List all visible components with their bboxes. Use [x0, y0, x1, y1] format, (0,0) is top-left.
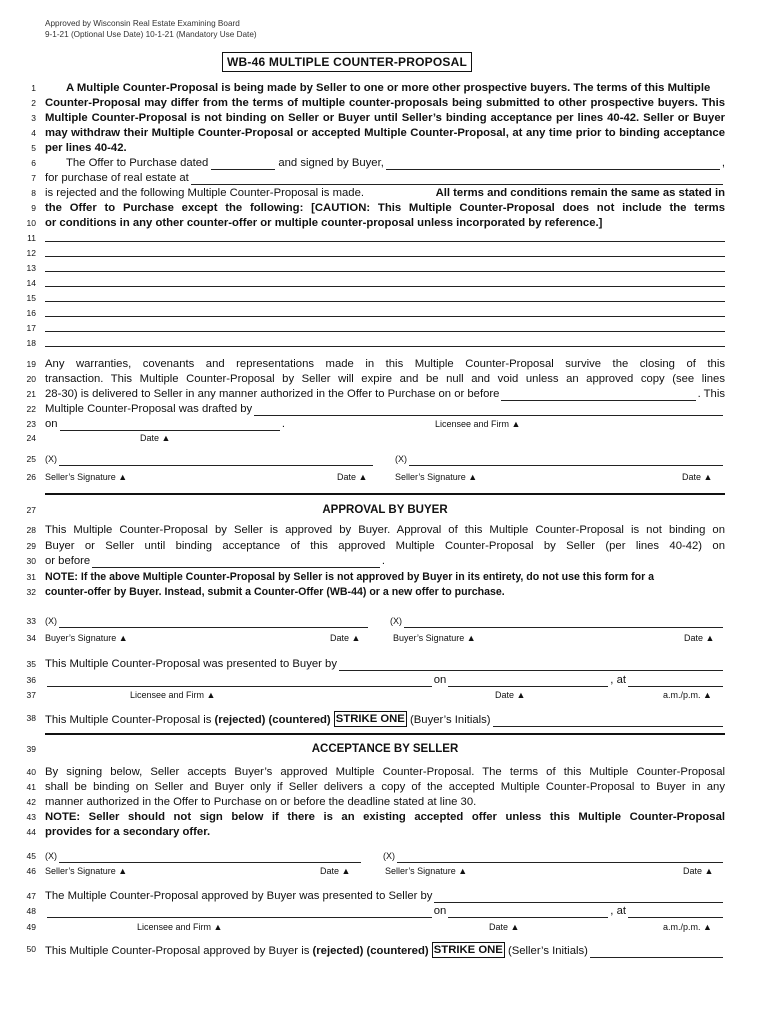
line-13	[0, 261, 770, 275]
presented-to-seller-label: The Multiple Counter-Proposal approved by Buyer was presented to Seller by	[45, 890, 433, 902]
line-number: 6	[31, 158, 36, 168]
expiration-text: transaction. This Multiple Counter-Proposal by Seller will expire and be null and void unless an approved copy (see lines	[45, 373, 725, 385]
offer-dated-label: The Offer to Purchase dated	[66, 157, 209, 169]
line-38	[0, 711, 770, 725]
line-40	[0, 765, 770, 779]
line-43	[0, 810, 770, 824]
line-number: 12	[26, 248, 36, 258]
section-divider	[45, 493, 725, 495]
line-41	[0, 780, 770, 794]
rejected-text: is rejected and the following Multiple Counter-Proposal is made.	[45, 187, 364, 199]
date-caption: Date ▲	[495, 690, 526, 700]
line-7	[0, 171, 770, 185]
presented-time-field[interactable]	[628, 907, 723, 918]
line-number: 45	[26, 851, 36, 861]
strike-one-box: STRIKE ONE	[335, 713, 405, 725]
seller-acceptance-signature-field-2[interactable]	[397, 852, 723, 863]
line-number: 23	[26, 419, 36, 429]
line-number: 8	[31, 188, 36, 198]
line-14	[0, 276, 770, 290]
line-16	[0, 306, 770, 320]
acceptance-note: NOTE: Seller should not sign below if there is an existing accepted offer unless this Multiple Counter-Proposal	[45, 811, 725, 823]
x-mark: (X)	[45, 616, 57, 626]
line-49	[0, 920, 770, 934]
line-number: 25	[26, 454, 36, 464]
section-divider	[45, 733, 725, 735]
date-caption: Date ▲	[320, 866, 351, 876]
line-29	[0, 539, 770, 553]
line-2	[0, 96, 770, 110]
presented-date-field[interactable]	[448, 676, 608, 687]
approval-deadline-field[interactable]	[92, 557, 380, 568]
rejected-countered-options[interactable]: (rejected) (countered)	[214, 714, 331, 726]
presented-by-field[interactable]	[339, 660, 723, 671]
line-number: 3	[31, 113, 36, 123]
buyer-initials-label: (Buyer’s Initials)	[409, 714, 491, 726]
line-number: 18	[26, 338, 36, 348]
line-number: 36	[26, 675, 36, 685]
line-50	[0, 942, 770, 956]
approval-note: counter-offer by Buyer. Instead, submit a Counter-Offer (WB-44) or a new offer to purchase.	[45, 586, 505, 598]
acceptance-text: shall be binding on Seller and Buyer only if Seller delivers a copy of the accepted Multiple Counter-Proposal to Buyer in any	[45, 781, 725, 793]
line-number: 9	[31, 203, 36, 213]
survival-text: Any warranties, covenants and representations made in this Multiple Counter-Proposal survive the closing of this	[45, 358, 725, 370]
licensee-firm-caption: Licensee and Firm ▲	[435, 419, 521, 429]
seller-signature-caption: Seller’s Signature ▲	[45, 472, 128, 482]
line-31	[0, 570, 770, 584]
line-42	[0, 795, 770, 809]
line-3	[0, 111, 770, 125]
at-label: , at	[610, 674, 626, 686]
presented-to-seller-by-field[interactable]	[434, 892, 723, 903]
terms-blank-line[interactable]	[45, 346, 725, 347]
date-caption: Date ▲	[684, 633, 715, 643]
line-15	[0, 291, 770, 305]
x-mark: (X)	[383, 851, 395, 861]
line-number: 49	[26, 922, 36, 932]
or-before-label: or before	[45, 555, 91, 567]
line-number: 35	[26, 659, 36, 669]
line-10	[0, 216, 770, 230]
line-number: 32	[26, 587, 36, 597]
line-5	[0, 141, 770, 155]
line-33	[0, 614, 770, 628]
date-caption: Date ▲	[489, 922, 520, 932]
line-number: 41	[26, 782, 36, 792]
line-number: 29	[26, 541, 36, 551]
terms-blank-line[interactable]	[45, 331, 725, 332]
line-22	[0, 402, 770, 416]
line-45	[0, 849, 770, 863]
terms-blank-line[interactable]	[45, 241, 725, 242]
line-6: 6 The Offer to Purchase dated and signed by Buyer, ,	[0, 156, 770, 170]
line-12	[0, 246, 770, 260]
drafted-by-field[interactable]	[254, 405, 723, 416]
buyer-signature-field[interactable]	[59, 617, 368, 628]
line-37	[0, 688, 770, 702]
acceptance-heading: ACCEPTANCE BY SELLER	[311, 743, 459, 755]
terms-blank-line[interactable]	[45, 271, 725, 272]
seller-status-label: This Multiple Counter-Proposal approved by Buyer is	[45, 945, 310, 957]
line-18	[0, 336, 770, 350]
terms-text: All terms and conditions remain the same as stated in	[435, 187, 725, 199]
property-label: for purchase of real estate at	[45, 172, 189, 184]
date-caption: Date ▲	[140, 433, 171, 443]
signed-by-label: and signed by Buyer,	[278, 157, 384, 169]
intro-text: per lines 40-42.	[45, 142, 127, 154]
line-34	[0, 631, 770, 645]
line-number: 22	[26, 404, 36, 414]
buyer-signature-caption: Buyer’s Signature ▲	[393, 633, 476, 643]
line-35	[0, 657, 770, 671]
drafted-by-label: Multiple Counter-Proposal was drafted by	[45, 403, 253, 415]
ampm-caption: a.m./p.m. ▲	[663, 922, 712, 932]
buyer-signature-field-2[interactable]	[404, 617, 723, 628]
line-number: 17	[26, 323, 36, 333]
x-mark: (X)	[395, 454, 407, 464]
seller-signature-caption: Seller’s Signature ▲	[385, 866, 468, 876]
line-27	[0, 503, 770, 517]
property-address-field[interactable]	[191, 174, 723, 185]
line-number: 31	[26, 572, 36, 582]
form-approval-header	[45, 18, 257, 40]
line-4	[0, 126, 770, 140]
presented-to-buyer-label: This Multiple Counter-Proposal was presented to Buyer by	[45, 658, 337, 670]
line-number: 30	[26, 556, 36, 566]
on-label: on	[433, 905, 447, 917]
terms-blank-line[interactable]	[45, 316, 725, 317]
line-number: 1	[31, 83, 36, 93]
line-47	[0, 889, 770, 903]
line-17	[0, 321, 770, 335]
approval-line: Approved by Wisconsin Real Estate Examining Board	[45, 19, 240, 28]
line-number: 11	[27, 233, 36, 243]
line-number: 28	[26, 525, 36, 535]
line-number: 16	[26, 308, 36, 318]
date-caption: Date ▲	[330, 633, 361, 643]
seller-acceptance-signature-field[interactable]	[59, 852, 361, 863]
date-caption: Date ▲	[682, 472, 713, 482]
line-20	[0, 372, 770, 386]
line-28	[0, 523, 770, 537]
x-mark: (X)	[390, 616, 402, 626]
seller-signature-field-2[interactable]	[409, 455, 723, 466]
line-number: 24	[26, 433, 36, 443]
licensee-firm-field[interactable]	[47, 907, 432, 918]
line-26	[0, 470, 770, 484]
approval-note: NOTE: If the above Multiple Counter-Proposal by Seller is not approved by Buyer in its entirety, do not use this form for a	[45, 571, 655, 583]
seller-initials-label: (Seller’s Initials)	[507, 945, 588, 957]
x-mark: (X)	[45, 851, 57, 861]
line-number: 5	[31, 143, 36, 153]
buyer-initials-field[interactable]	[493, 716, 723, 727]
licensee-firm-field[interactable]	[47, 676, 432, 687]
line-23: 23 on . Licensee and Firm ▲	[0, 417, 770, 431]
buyer-name-field[interactable]	[386, 159, 720, 170]
form-title: WB-46 MULTIPLE COUNTER-PROPOSAL	[222, 52, 472, 72]
line-number: 14	[26, 278, 36, 288]
acceptance-text: By signing below, Seller accepts Buyer’s approved Multiple Counter-Proposal. The terms of this Multiple Counter-Proposal	[45, 766, 725, 778]
line-number: 7	[31, 173, 36, 183]
line-8	[0, 186, 770, 200]
line-number: 46	[26, 866, 36, 876]
intro-text: Multiple Counter-Proposal is not binding on Seller or Buyer until Seller’s binding acceptance per lines 40-42. Seller or Buyer	[45, 112, 725, 124]
line-number: 40	[26, 767, 36, 777]
buyer-signature-caption: Buyer’s Signature ▲	[45, 633, 128, 643]
line-number: 37	[26, 690, 36, 700]
line-number: 50	[26, 944, 36, 954]
line-number: 39	[26, 744, 36, 754]
strike-one-box: STRIKE ONE	[433, 944, 503, 956]
line-number: 43	[26, 812, 36, 822]
rejected-countered-options[interactable]: (rejected) (countered)	[312, 945, 429, 957]
acceptance-note: provides for a secondary offer.	[45, 826, 211, 838]
on-label: on	[45, 418, 58, 430]
line-number: 27	[26, 505, 36, 515]
line-number: 42	[26, 797, 36, 807]
seller-signature-caption: Seller’s Signature ▲	[395, 472, 478, 482]
line-9	[0, 201, 770, 215]
line-44	[0, 825, 770, 839]
delivery-text-end: . This	[697, 388, 725, 400]
at-label: , at	[610, 905, 626, 917]
line-25	[0, 452, 770, 466]
on-label: on	[433, 674, 447, 686]
line-number: 38	[26, 713, 36, 723]
date-caption: Date ▲	[683, 866, 714, 876]
line-30: 30 or before .	[0, 554, 770, 568]
licensee-firm-caption: Licensee and Firm ▲	[130, 690, 216, 700]
intro-text: Counter-Proposal may differ from the terms of multiple counter-proposals being submitted to other prospective buyers. This	[45, 97, 725, 109]
intro-text: A Multiple Counter-Proposal is being made by Seller to one or more other prospective buyers. The terms of this Multiple	[66, 82, 711, 94]
seller-initials-field[interactable]	[590, 947, 723, 958]
approval-text: This Multiple Counter-Proposal by Seller is approved by Buyer. Approval of this Multiple Counter-Proposal is not binding on	[45, 524, 725, 536]
line-number: 44	[26, 827, 36, 837]
line-number: 10	[26, 218, 36, 228]
line-1	[0, 81, 770, 95]
acceptance-text: manner authorized in the Offer to Purchase on or before the deadline stated at line 30.	[45, 796, 477, 808]
presented-date-field[interactable]	[448, 907, 608, 918]
approval-heading: APPROVAL BY BUYER	[322, 504, 448, 516]
line-39	[0, 742, 770, 756]
line-number: 47	[26, 891, 36, 901]
line-36	[0, 673, 770, 687]
dates-line: 9-1-21 (Optional Use Date) 10-1-21 (Mandatory Use Date)	[45, 30, 257, 39]
offer-date-field[interactable]	[211, 159, 275, 170]
caution-text: or conditions in any other counter-offer or multiple counter-proposal unless incorporated by reference.]	[45, 217, 603, 229]
line-number: 33	[26, 616, 36, 626]
line-46	[0, 864, 770, 878]
drafted-date-field[interactable]	[60, 420, 280, 431]
seller-signature-field[interactable]	[59, 455, 373, 466]
line-number: 19	[26, 359, 36, 369]
licensee-firm-caption: Licensee and Firm ▲	[137, 922, 223, 932]
caution-text: the Offer to Purchase except the following: [CAUTION: This Multiple Counter-Proposal does not include the terms	[45, 202, 725, 214]
terms-blank-line[interactable]	[45, 256, 725, 257]
presented-time-field[interactable]	[628, 676, 723, 687]
line-11	[0, 231, 770, 245]
line-number: 48	[26, 906, 36, 916]
line-number: 13	[26, 263, 36, 273]
seller-signature-caption: Seller’s Signature ▲	[45, 866, 128, 876]
line-48	[0, 904, 770, 918]
line-21	[0, 387, 770, 401]
line-19	[0, 357, 770, 371]
deadline-field[interactable]	[501, 390, 695, 401]
line-number: 2	[31, 98, 36, 108]
buyer-status-label: This Multiple Counter-Proposal is	[45, 714, 212, 726]
terms-blank-line[interactable]	[45, 286, 725, 287]
line-32	[0, 585, 770, 599]
terms-blank-line[interactable]	[45, 301, 725, 302]
intro-text: may withdraw their Multiple Counter-Proposal or accepted Multiple Counter-Proposal, at any time prior to binding acceptance	[45, 127, 725, 139]
delivery-text: 28-30) is delivered to Seller in any manner authorized in the Offer to Purchase on or before	[45, 388, 500, 400]
x-mark: (X)	[45, 454, 57, 464]
line-number: 26	[26, 472, 36, 482]
line-number: 20	[26, 374, 36, 384]
line-number: 21	[26, 389, 36, 399]
line-24	[0, 431, 770, 445]
date-caption: Date ▲	[337, 472, 368, 482]
line-number: 4	[31, 128, 36, 138]
line-number: 15	[26, 293, 36, 303]
approval-text: Buyer or Seller until binding acceptance of this approved Multiple Counter-Proposal by Seller (per lines 40-42) on	[45, 540, 725, 552]
line-number: 34	[26, 633, 36, 643]
ampm-caption: a.m./p.m. ▲	[663, 690, 712, 700]
